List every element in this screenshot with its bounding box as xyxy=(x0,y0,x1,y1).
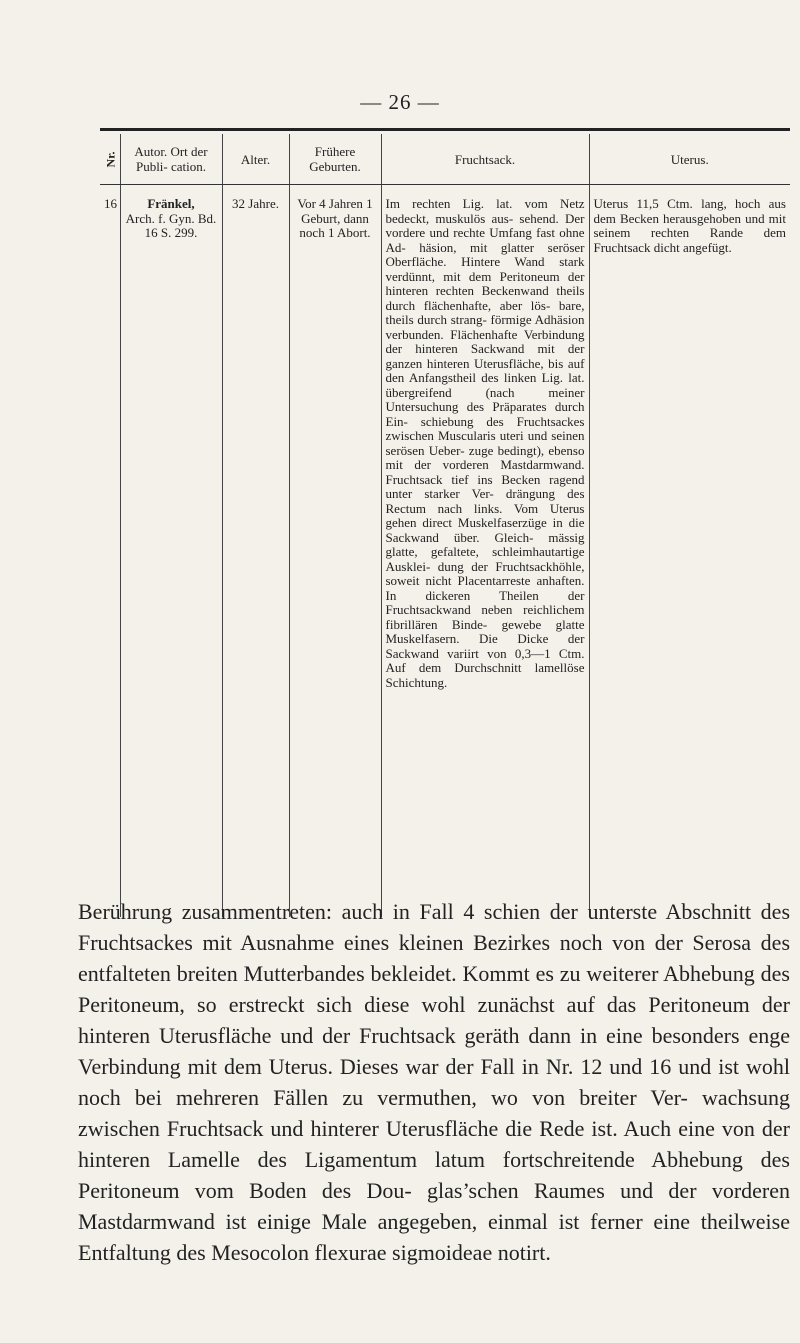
header-nr: Nr. xyxy=(100,134,120,185)
case-table xyxy=(100,134,790,917)
cell-nr: 16 xyxy=(104,196,117,211)
cell-author xyxy=(120,185,222,918)
cell-births: Vor 4 Jahren 1 Geburt, dann noch 1 Abort. xyxy=(289,185,381,918)
cell-uterus: Uterus 11,5 Ctm. lang, hoch aus dem Becken herausgehoben und mit seinem rechten Rande dem Fruchtsack dicht angefügt. xyxy=(589,185,790,918)
header-births: Frühere Geburten. xyxy=(289,134,381,185)
cell-fruchtsack: Im rechten Lig. lat. vom Netz bedeckt, muskulös aus- sehend. Der vordere und rechte Umfang fast ohne Ad- häsion, mit glatter seröser Oberfläche. Hintere Wand stark verdünnt, mit dem Peritoneum der hinteren rechten Beckenwand theils durch flächenhafte, aber lös- bare, theils durch strang- förmige Adhäsion verbunden. Flächenhafte Verbindung der hinteren Sackwand mit der ganzen hinteren Uterusfläche, bis auf den Anfangstheil des linken Lig. lat. übergreifend (nach meiner Untersuchung des Präparates durch Ein- schiebung des Fruchtsackes zwischen Muscularis uteri und seinen serösen Ueber- zuge bedingt), ebenso mit der vorderen Mastdarmwand. Fruchtsack tief ins Becken ragend unter starker Ver- drängung des Rectum nach links. Vom Uterus gehen direct Muskelfaserzüge in die Sackwand über. Gleich- mässig glatte, gefaltete, schleimhautartige Ausklei- dung der Fruchtsackhöhle, soweit nicht Placentarreste anhaften. In dickeren Theilen der Fruchtsackwand neben reichlichem fibrillären Binde- gewebe glatte Muskelfasern. Die Dicke der Sackwand variirt von 0,3—1 Ctm. Auf dem Durchschnitt lamellöse Schichtung. xyxy=(381,185,589,918)
header-sac: Fruchtsack. xyxy=(381,134,589,185)
header-age: Alter. xyxy=(222,134,289,185)
body-paragraph: Berührung zusammentreten: auch in Fall 4 schien der unterste Abschnitt des Fruchtsackes mit Ausnahme eines kleinen Bezirkes noch von der Serosa des entfalteten breiten Mutterbandes bekleidet. Kommt es zu weiterer Abhebung des Peritoneum, so erstreckt sich diese wohl zunächst auf das Peritoneum der hinteren Uterusfläche und der Fruchtsack geräth dann in eine besonders enge Verbindung mit dem Uterus. Dieses war der Fall in Nr. 12 und 16 und ist wohl noch bei mehreren Fällen zu vermuthen, wo von breiter Ver- wachsung zwischen Fruchtsack und hinterer Uterusfläche die Rede ist. Auch eine von der hinteren Lamelle des Ligamentum latum fortschreitende Abhebung des Peritoneum vom Boden des Dou- glas’schen Raumes und der vorderen Mastdarmwand ist einige Male angegeben, einmal ist ferner eine theilweise Entfaltung des Mesocolon flexurae sigmoideae notirt. xyxy=(78,899,790,1265)
header-author: Autor. Ort der Publi- cation. xyxy=(120,134,222,185)
page-number: — 26 — xyxy=(360,90,440,114)
table-row xyxy=(100,185,790,918)
author-name: Fränkel, xyxy=(147,196,195,211)
author-source: Arch. f. Gyn. Bd. 16 S. 299. xyxy=(125,210,217,240)
header-uterus: Uterus. xyxy=(589,134,790,185)
table-header-row xyxy=(100,134,790,185)
cell-age: 32 Jahre. xyxy=(222,185,289,918)
table-top-rule xyxy=(100,128,790,131)
